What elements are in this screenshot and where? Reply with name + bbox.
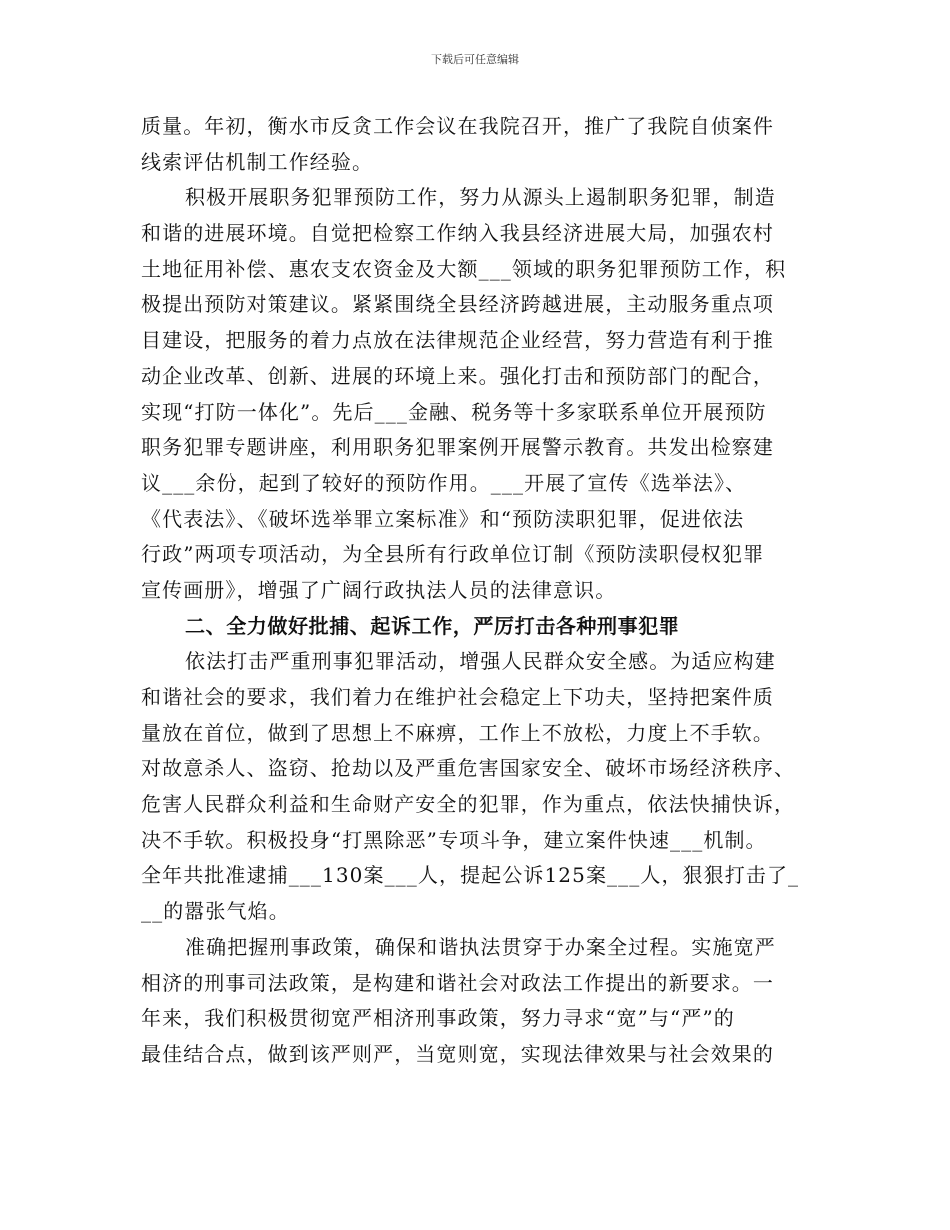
section-heading: 二、全力做好批捕、起诉工作，严厉打击各种刑事犯罪 (185, 613, 680, 638)
text-line: 决不手软。积极投身“打黑除恶”专项斗争，建立案件快速___机制。 (141, 827, 767, 852)
text-line: 量放在首位，做到了思想上不麻痹，工作上不放松，力度上不手软。 (141, 720, 774, 745)
text-line: 《代表法》、《破坏选举罪立案标准》和“预防渎职犯罪，促进依法 (141, 506, 745, 531)
text-line: 目建设，把服务的着力点放在法律规范企业经营，努力营造有利于推 (141, 328, 774, 353)
paragraph-start-line: 准确把握刑事政策，确保和谐执法贯穿于办案全过程。实施宽严 (185, 934, 776, 959)
text-line: 全年共批准逮捕___130案___人，提起公诉125案___人，狠狠打击了_ (141, 863, 800, 888)
text-line: 危害人民群众利益和生命财产安全的犯罪，作为重点，依法快捕快诉， (141, 792, 796, 817)
text-line: 相济的刑事司法政策，是构建和谐社会对政法工作提出的新要求。一 (141, 970, 774, 995)
paragraph-start-line: 积极开展职务犯罪预防工作，努力从源头上遏制职务犯罪，制造 (185, 185, 776, 210)
text-line: 极提出预防对策建议。紧紧围绕全县经济跨越进展，主动服务重点项 (141, 292, 774, 317)
text-line: 土地征用补偿、惠农支农资金及大额___领域的职务犯罪预防工作，积 (141, 256, 787, 281)
text-line: 年来，我们积极贯彻宽严相济刑事政策，努力寻求“宽”与“严”的 (141, 1006, 735, 1031)
text-line: 和谐社会的要求，我们着力在维护社会稳定上下功夫，坚持把案件质 (141, 685, 774, 709)
text-line: 和谐的进展环境。自觉把检察工作纳入我县经济进展大局，加强农村 (141, 221, 774, 246)
text-line: 宣传画册》，增强了广阔行政执法人员的法律意识。 (141, 577, 617, 602)
paragraph-start-line: 依法打击严重刑事犯罪活动，增强人民群众安全感。为适应构建 (185, 649, 776, 674)
text-line: 动企业改革、创新、进展的环境上来。强化打击和预防部门的配合， (141, 363, 774, 388)
text-line: 职务犯罪专题讲座，利用职务犯罪案例开展警示教育。共发出检察建 (141, 435, 774, 460)
text-line: __的嚣张气焰。 (141, 899, 290, 924)
page-header: 下载后可任意编辑 (431, 53, 519, 66)
text-line: 对故意杀人、盗窃、抢劫以及严重危害国家安全、破坏市场经济秩序、 (141, 756, 796, 781)
document-body (141, 109, 811, 1073)
text-line: 最佳结合点，做到该严则严，当宽则宽，实现法律效果与社会效果的 (141, 1041, 774, 1066)
text-line: 行政”两项专项活动，为全县所有行政单位订制《预防渎职侵权犯罪 (141, 542, 765, 567)
text-line: 议___余份，起到了较好的预防作用。___开展了宣传《选举法》、 (141, 470, 747, 495)
text-line: 线索评估机制工作经验。 (141, 149, 374, 174)
text-line: 质量。年初，衡水市反贪工作会议在我院召开，推广了我院自侦案件 (141, 114, 774, 138)
text-line: 实现“打防一体化”。先后___金融、税务等十多家联系单位开展预防 (141, 399, 767, 424)
